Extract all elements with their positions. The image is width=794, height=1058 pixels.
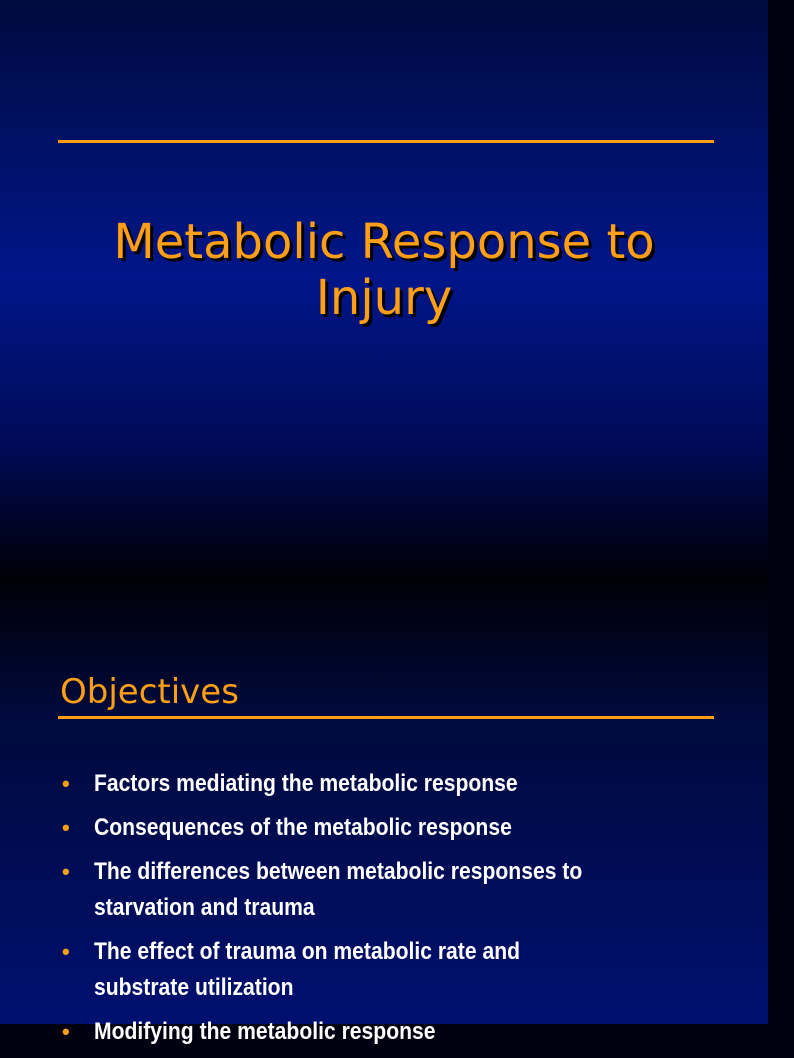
objective-item-3-text: The differences between metabolic responses to starvation and trauma (94, 858, 583, 921)
bullet-icon: • (62, 939, 70, 964)
bullet-icon: • (62, 771, 70, 796)
objective-item-1-text: Factors mediating the metabolic response (94, 770, 518, 797)
bullet-icon: • (62, 859, 70, 884)
objectives-heading: Objectives (60, 672, 239, 712)
title-top-rule (58, 140, 714, 143)
bullet-icon: • (62, 1019, 70, 1044)
objective-item-1 (60, 766, 710, 802)
objective-item-2-text: Consequences of the metabolic response (94, 814, 512, 841)
objective-item-5 (60, 1014, 710, 1050)
slide-title-line-2: Injury (315, 270, 453, 326)
objectives-heading-rule (58, 716, 714, 719)
objective-item-3 (60, 854, 710, 926)
objective-item-2 (60, 810, 710, 846)
objective-item-4 (60, 934, 710, 1006)
slide-title (30, 214, 738, 326)
objective-item-5-text: Modifying the metabolic response (94, 1018, 436, 1045)
objectives-list (60, 766, 710, 1058)
bullet-icon: • (62, 815, 70, 840)
slide-title-line-1: Metabolic Response to (113, 214, 655, 270)
objective-item-4-text: The effect of trauma on metabolic rate and substrate utilization (94, 938, 521, 1001)
